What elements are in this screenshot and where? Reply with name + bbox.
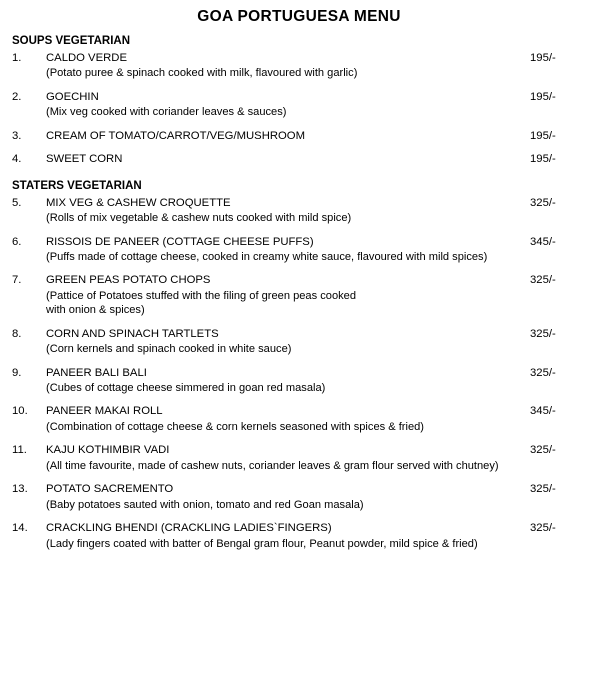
menu-item-description [10, 459, 588, 473]
page-title: GOA PORTUGUESA MENU [197, 8, 401, 25]
menu-item-row [10, 152, 588, 166]
menu-item-price: 325/- [530, 327, 556, 340]
menu-item-number: 2. [12, 90, 22, 103]
menu-item-description [10, 381, 588, 395]
menu-item-row [10, 235, 588, 249]
menu-item-name: CREAM OF TOMATO/CARROT/VEG/MUSHROOM [46, 129, 306, 142]
menu-item-name: POTATO SACREMENTO [46, 483, 174, 496]
menu-item-row [10, 327, 588, 341]
menu-item-row [10, 366, 588, 380]
menu-item-description-line: (Corn kernels and spinach cooked in white sauce) [46, 343, 292, 356]
menu-item-number: 9. [12, 366, 22, 379]
menu-item-number: 13. [12, 483, 28, 496]
menu-item-description-line: (Lady fingers coated with batter of Bengal gram flour, Peanut powder, mild spice & fried) [46, 537, 478, 550]
menu-item-number: 8. [12, 327, 22, 340]
menu-item [10, 482, 588, 512]
menu-item-description [10, 537, 588, 551]
menu-item-number: 1. [12, 52, 22, 64]
menu-item-number: 14. [12, 522, 28, 535]
menu-item-price: 195/- [530, 90, 556, 103]
menu-item-name: PANEER BALI BALI [46, 366, 147, 379]
menu-item-name: GOECHIN [46, 90, 99, 103]
menu-item-name: KAJU KOTHIMBIR VADI [46, 444, 170, 457]
menu-item [10, 521, 588, 551]
menu-item-description-line: (Baby potatoes sauted with onion, tomato and red Goan masala) [46, 498, 364, 511]
menu-item-description-line: (Mix veg cooked with coriander leaves & sauces) [46, 106, 287, 119]
menu-item-number: 11. [12, 444, 27, 457]
menu-item-description-line: (All time favourite, made of cashew nuts, coriander leaves & gram flour served with chutney) [46, 459, 499, 472]
menu-item-row [10, 404, 588, 418]
menu-item-row [10, 273, 588, 287]
menu-item-description [10, 105, 588, 119]
menu-item-description [10, 498, 588, 512]
menu-item-description-line: (Cubes of cottage cheese simmered in goan red masala) [46, 382, 326, 395]
menu-item-row [10, 521, 588, 535]
menu-item-name: RISSOIS DE PANEER (COTTAGE CHEESE PUFFS) [46, 235, 314, 248]
menu-item-price: 345/- [530, 405, 556, 418]
menu-item-description-line: (Potato puree & spinach cooked with milk, flavoured with garlic) [46, 67, 358, 80]
menu-item-name: CORN AND SPINACH TARTLETS [46, 327, 219, 340]
menu-item [10, 90, 588, 120]
menu-item-number: 7. [12, 274, 22, 287]
menu-item-description-line: (Puffs made of cottage cheese, cooked in creamy white sauce, flavoured with mild spices) [46, 250, 488, 263]
menu-item [10, 196, 588, 226]
menu-item-name: PANEER MAKAI ROLL [46, 405, 163, 418]
section-header: SOUPS VEGETARIAN [12, 35, 130, 47]
menu-item-price: 325/- [530, 274, 556, 287]
menu-item-description [10, 342, 588, 356]
menu-item-description-line: (Rolls of mix vegetable & cashew nuts cooked with mild spice) [46, 212, 352, 225]
menu-item-description-line: (Pattice of Potatoes stuffed with the filing of green peas cooked [46, 289, 356, 302]
menu-item [10, 327, 588, 357]
menu-item [10, 443, 588, 473]
menu-item [10, 273, 588, 317]
menu-item-row [10, 129, 588, 143]
menu-item-description [10, 211, 588, 225]
menu-item-description [10, 250, 588, 264]
menu-item-name: SWEET CORN [46, 153, 123, 166]
menu-item-name: GREEN PEAS POTATO CHOPS [46, 274, 211, 287]
menu-item-price: 325/- [530, 522, 556, 535]
menu-item-row [10, 196, 588, 210]
menu-item-price: 195/- [530, 52, 556, 64]
menu-item-number: 10. [12, 405, 28, 418]
menu-item-number: 4. [12, 153, 22, 166]
menu-item-number: 6. [12, 235, 22, 248]
menu-item [10, 235, 588, 265]
menu-item [10, 51, 588, 81]
menu-item-description [10, 420, 588, 434]
menu-item-name: CALDO VERDE [46, 52, 127, 64]
menu-item-price: 195/- [530, 153, 556, 166]
menu-item-row [10, 443, 588, 457]
section-header: STATERS VEGETARIAN [12, 179, 142, 192]
menu-item-name: CRACKLING BHENDI (CRACKLING LADIES`FINGERS) [46, 522, 332, 535]
menu-item-row [10, 90, 588, 104]
menu-item [10, 366, 588, 396]
menu-item-price: 345/- [530, 235, 556, 248]
menu-item [10, 152, 588, 166]
menu-item-description [10, 289, 588, 318]
menu-item-description-line: (Combination of cottage cheese & corn kernels seasoned with spices & fried) [46, 420, 425, 433]
menu-item-price: 195/- [530, 129, 556, 142]
menu-item-name: MIX VEG & CASHEW CROQUETTE [46, 196, 231, 209]
menu-item-number: 3. [12, 129, 22, 142]
menu-item [10, 129, 588, 143]
menu-item-description-line: with onion & spices) [46, 304, 145, 317]
menu-item-price: 325/- [530, 444, 556, 457]
menu-sections [10, 35, 588, 551]
menu-item-price: 325/- [530, 366, 556, 379]
menu-item-price: 325/- [530, 196, 556, 209]
menu-item-row [10, 482, 588, 496]
menu-item-price: 325/- [530, 483, 556, 496]
menu-item-description [10, 66, 588, 80]
menu-item [10, 404, 588, 434]
menu-item-row [10, 51, 588, 65]
menu-item-number: 5. [12, 196, 22, 209]
